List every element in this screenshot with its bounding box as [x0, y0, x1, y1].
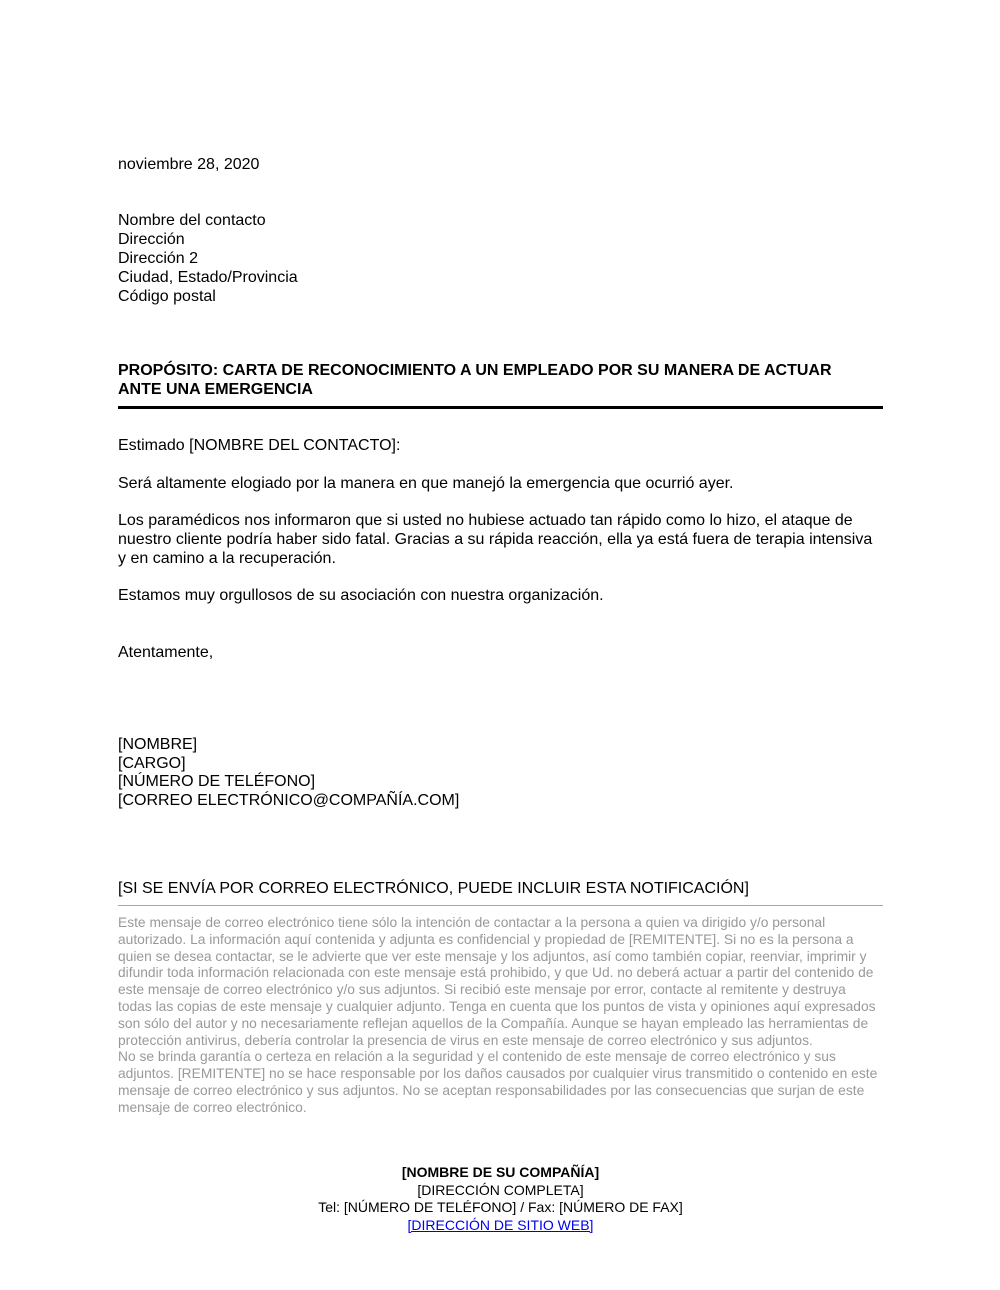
purpose-heading — [118, 361, 883, 399]
recipient-address-line-1: Dirección — [118, 231, 185, 248]
body-paragraph: Será altamente elogiado por la manera en que manejó la emergencia que ocurrió ayer. — [118, 475, 734, 492]
signature-email: [CORREO ELECTRÓNICO@COMPAÑÍA.COM] — [118, 791, 460, 809]
company-footer — [118, 1164, 883, 1234]
letter-date: noviembre 28, 2020 — [118, 156, 260, 173]
closing: Atentamente, — [118, 644, 214, 661]
purpose-heading-line-2: ANTE UNA EMERGENCIA — [118, 381, 313, 398]
recipient-address-line-2: Dirección 2 — [118, 250, 199, 267]
email-notice-heading: [SI SE ENVÍA POR CORREO ELECTRÓNICO, PUEDE INCLUIR ESTA NOTIFICACIÓN] — [118, 880, 749, 897]
signature-title: [CARGO] — [118, 754, 186, 772]
signature-block — [118, 736, 459, 810]
disclaimer-paragraph: No se brinda garantía o certeza en relación a la seguridad y el contenido de este mensaje de correo electrónico y sus adjuntos. [REMITENTE] no se hace responsable por los daños causados por cualquier virus transmitido o contenido en este mensaje de correo electrónico y sus adjuntos. No se aceptan responsabilidades por las consecuencias que surjan de este mensaje de correo electrónico. — [118, 1049, 878, 1115]
email-disclaimer — [118, 915, 883, 1117]
footer-website-link[interactable]: [DIRECCIÓN DE SITIO WEB] — [407, 1216, 594, 1233]
body-paragraph: Los paramédicos nos informaron que si usted no hubiese actuado tan rápido como lo hizo, el ataque de nuestro cliente podría haber sido fatal. Gracias a su rápida reacción, ella ya está fuera de terapia intensiva y en camino a la recuperación. — [118, 512, 873, 567]
disclaimer-paragraph: Este mensaje de correo electrónico tiene sólo la intención de contactar a la persona a quien va dirigido y/o personal autorizado. La información aquí contenida y adjunta es confidencial y propiedad de [REMITENTE]. Si no es la persona a quien se desea contactar, se le advierte que ver este mensaje y los adjuntos, así como también copiar, reenviar, imprimir y difundir toda información relacionada con este mensaje está prohibido, y que Ud. no deberá actuar a partir del contenido de este mensaje de correo electrónico y/o sus adjuntos. Si recibió este mensaje por error, contacte al remitente y destruya todas las copias de este mensaje y cualquier adjunto. Tenga en cuenta que los puntos de vista y opiniones aquí expresados son sólo del autor y no necesariamente reflejan aquellos de la Compañía. Aunque se hayan empleado las herramientas de protección antivirus, debería controlar la presencia de virus en este mensaje de correo electrónico y sus adjuntos. — [118, 915, 876, 1048]
signature-name: [NOMBRE] — [118, 736, 198, 753]
purpose-heading-line-1: PROPÓSITO: CARTA DE RECONOCIMIENTO A UN EMPLEADO POR SU MANERA DE ACTUAR — [118, 362, 832, 379]
footer-company-name: [NOMBRE DE SU COMPAÑÍA] — [401, 1164, 600, 1180]
recipient-city-state: Ciudad, Estado/Provincia — [118, 269, 298, 286]
heading-divider — [118, 406, 883, 409]
footer-address: [DIRECCIÓN COMPLETA] — [417, 1181, 584, 1198]
salutation: Estimado [NOMBRE DEL CONTACTO]: — [118, 437, 401, 454]
notice-divider — [118, 905, 883, 906]
recipient-name: Nombre del contacto — [118, 212, 266, 229]
footer-contact: Tel: [NÚMERO DE TELÉFONO] / Fax: [NÚMERO DE FAX] — [318, 1199, 683, 1215]
recipient-postal-code: Código postal — [118, 288, 216, 305]
signature-phone: [NÚMERO DE TELÉFONO] — [118, 773, 316, 790]
letter-page — [118, 0, 883, 1290]
body-paragraph: Estamos muy orgullosos de su asociación con nuestra organización. — [118, 587, 604, 604]
recipient-address — [118, 211, 298, 306]
